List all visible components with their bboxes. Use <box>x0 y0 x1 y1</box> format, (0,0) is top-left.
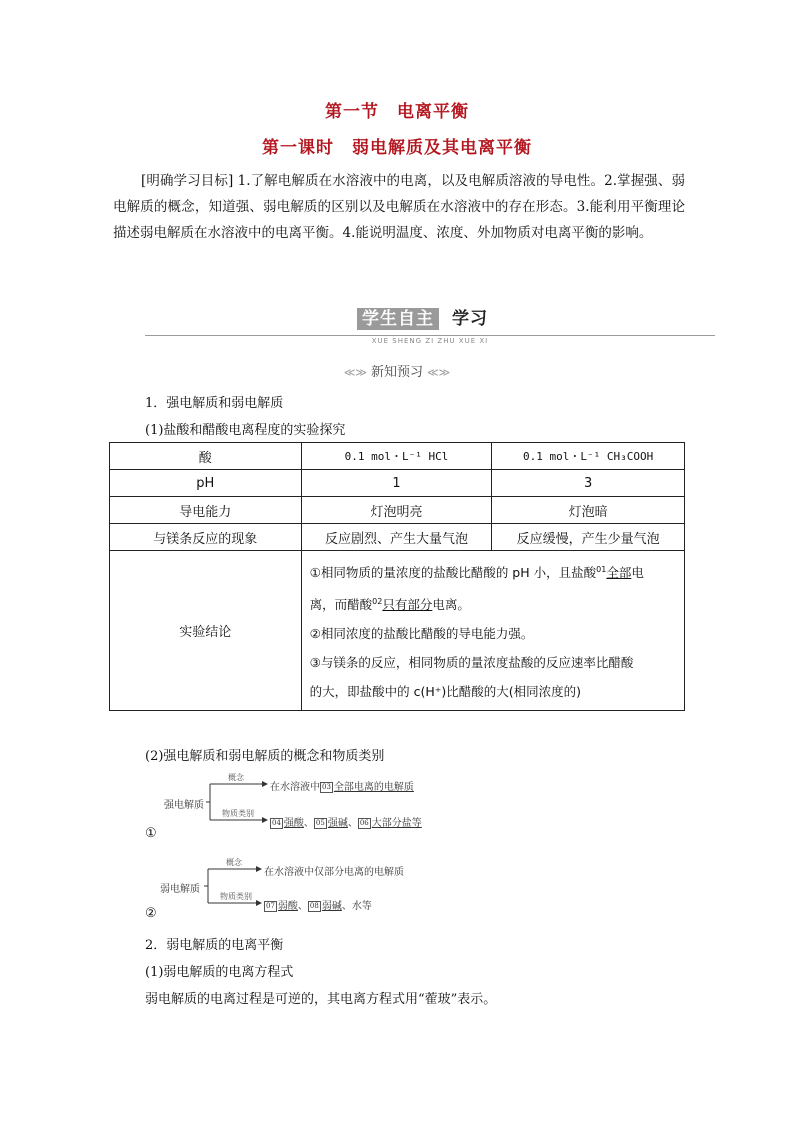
weak-electrolyte-diagram <box>158 855 458 915</box>
heading-experiment: (1)盐酸和醋酸电离程度的实验探究 <box>145 423 346 438</box>
table-row <box>110 524 685 551</box>
heading-ionization-equilibrium: 2．弱电解质的电离平衡 <box>145 938 284 953</box>
strong-category-text <box>270 814 422 829</box>
table-cell: 1 <box>301 470 492 497</box>
separator: 、 <box>303 818 314 829</box>
chapter-title <box>0 97 794 122</box>
conclusion-text: 电 <box>631 565 644 581</box>
answer-number: 05 <box>315 819 325 827</box>
conclusion-line <box>310 555 676 587</box>
heading-strong-weak: 1．强电解质和弱电解质 <box>145 396 284 411</box>
table-row <box>110 497 685 524</box>
table-row <box>110 443 685 470</box>
conclusion-text: 电离。 <box>432 597 470 613</box>
answer-text: 大部分盐等 <box>371 818 422 829</box>
answer-text: 全部电离的电解质 <box>333 782 414 793</box>
banner-box-text: 学生自主 <box>357 308 439 330</box>
heading-ionization-equation: (1)弱电解质的电离方程式 <box>145 965 294 980</box>
preview-label: 新知预习 <box>370 365 423 380</box>
separator: 、 <box>341 901 352 912</box>
lesson-title <box>0 133 794 158</box>
weak-root-label: 弱电解质 <box>160 884 200 895</box>
table-cell: 反应剧烈、产生大量气泡 <box>301 524 492 551</box>
separator: 、 <box>297 901 308 912</box>
answer-text: 全部 <box>606 565 632 581</box>
marker-1: ① <box>145 826 157 841</box>
answer-number: 01 <box>596 565 607 574</box>
lesson-name: 弱电解质及其电离平衡 <box>352 138 532 158</box>
learning-objectives <box>113 168 685 246</box>
table-cell: 灯泡明亮 <box>301 497 492 524</box>
conclusion-label: 实验结论 <box>110 551 302 711</box>
answer-number: 03 <box>322 783 331 791</box>
conclusion-cell <box>301 551 684 711</box>
strong-electrolyte-diagram <box>162 770 462 830</box>
heading-concepts: (2)强电解质和弱电解质的概念和物质类别 <box>145 749 385 764</box>
table-cell: 导电能力 <box>110 497 302 524</box>
answer-number: 06 <box>359 819 369 827</box>
ornament-left-icon: ≪≫ <box>343 366 367 379</box>
banner-bold-text: 学习 <box>452 309 488 329</box>
table-cell: 与镁条反应的现象 <box>110 524 302 551</box>
answer-text: 强碱 <box>327 818 348 829</box>
table-cell: 灯泡暗 <box>492 497 685 524</box>
table-cell: 0.1 mol・L⁻¹ CH₃COOH <box>492 443 685 470</box>
answer-number: 08 <box>309 902 319 910</box>
table-cell: 酸 <box>110 443 302 470</box>
chapter-name: 电离平衡 <box>397 102 469 122</box>
answer-text: 只有部分 <box>382 597 433 613</box>
table-cell: 反应缓慢，产生少量气泡 <box>492 524 685 551</box>
separator: 、 <box>347 818 358 829</box>
answer-text: 强酸 <box>283 818 304 829</box>
answer-text: 弱碱 <box>321 901 342 912</box>
chapter-number: 第一节 <box>325 102 379 122</box>
weak-category-text <box>264 897 372 912</box>
weak-concept-text: 在水溶液中仅部分电离的电解质 <box>264 867 404 878</box>
conclusion-line <box>310 587 676 619</box>
preview-heading <box>0 361 794 380</box>
banner-pinyin: XUE SHENG ZI ZHU XUE XI <box>371 337 489 345</box>
marker-2: ② <box>145 906 157 921</box>
weak-category-label: 物质类别 <box>220 892 252 901</box>
answer-number: 07 <box>266 902 275 910</box>
strong-concept-label: 概念 <box>228 773 244 782</box>
ornament-right-icon: ≪≫ <box>427 366 451 379</box>
table-cell: 3 <box>492 470 685 497</box>
objectives-text: 1.了解电解质在水溶液中的电离，以及电解质溶液的导电性。2.掌握强、弱电解质的概念，知道强、弱电解质的区别以及电解质在水溶液中的存在形态。3.能利用平衡理论描述弱电解质在水溶液中的电离平衡。4.能说明温度、浓度、外加物质对电离平衡的影响。 <box>113 173 685 241</box>
category-text: 水等 <box>351 901 372 912</box>
answer-number: 04 <box>272 819 281 827</box>
answer-text: 弱酸 <box>277 901 298 912</box>
strong-concept-text <box>270 778 414 793</box>
strong-category-label: 物质类别 <box>222 809 254 818</box>
table-cell: 0.1 mol・L⁻¹ HCl <box>301 443 492 470</box>
body-text: 弱电解质的电离过程是可逆的，其电离方程式用“蒮玻”表示。 <box>145 992 497 1007</box>
table-row <box>110 470 685 497</box>
conclusion-line: ③与镁条的反应，相同物质的量浓度盐酸的反应速率比醋酸 <box>309 655 634 671</box>
conclusion-line: ②相同浓度的盐酸比醋酸的导电能力强。 <box>309 626 534 642</box>
objectives-label: [明确学习目标] <box>141 173 234 189</box>
lesson-number: 第一课时 <box>262 138 334 158</box>
section-banner <box>145 303 715 343</box>
table-row <box>110 551 685 711</box>
table-cell: pH <box>110 470 302 497</box>
banner-divider <box>145 335 715 336</box>
weak-concept-label: 概念 <box>226 858 242 867</box>
answer-number: 02 <box>372 597 383 607</box>
experiment-table <box>109 442 685 711</box>
conclusion-text: ①相同物质的量浓度的盐酸比醋酸的 pH 小，且盐酸 <box>309 565 597 581</box>
conclusion-text: 离，而醋酸 <box>309 597 373 613</box>
strong-root-label: 强电解质 <box>164 800 204 811</box>
conclusion-line: 的大，即盐酸中的 c(H⁺)比醋酸的大(相同浓度的) <box>309 684 581 700</box>
concept-text: 在水溶液中 <box>270 782 320 793</box>
